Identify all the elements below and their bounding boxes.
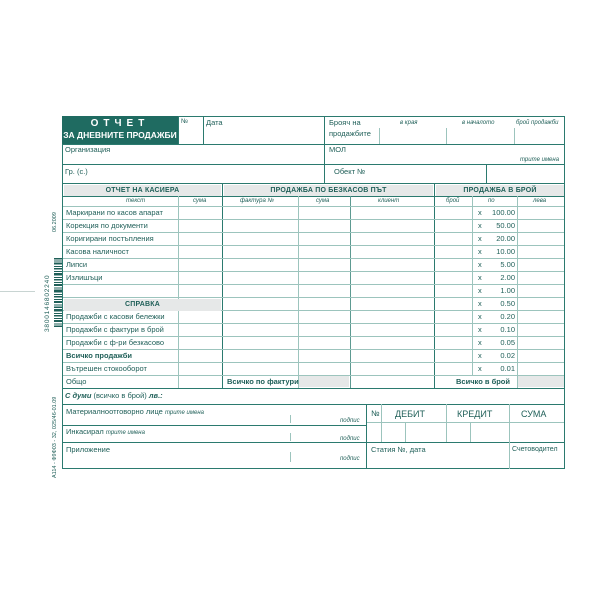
- title-line-2: ЗА ДНЕВНИТЕ ПРОДАЖБИ: [63, 130, 177, 140]
- total-sales-row-sum-field[interactable]: [179, 350, 221, 361]
- multiplier-sign: x: [478, 364, 482, 373]
- col-count: брой: [446, 198, 460, 204]
- reference-row-sum-field[interactable]: [179, 337, 221, 348]
- multiplier-sign: x: [478, 325, 482, 334]
- attachment-label: Приложение: [66, 445, 110, 454]
- denomination-count-field[interactable]: [435, 350, 471, 361]
- row-line: [63, 323, 564, 324]
- cashier-row-sum-field[interactable]: [179, 246, 221, 257]
- denomination-leva-field[interactable]: [518, 272, 564, 283]
- barcode: [50, 258, 62, 328]
- cashier-row: Маркирани по касов апарат: [66, 208, 163, 217]
- cashier-row: Излишъци: [66, 273, 103, 282]
- attachment-signature-label: подпис: [340, 456, 360, 462]
- multiplier-sign: x: [478, 286, 482, 295]
- multiplier-sign: x: [478, 312, 482, 321]
- form-title: [62, 116, 178, 144]
- row-line: [63, 219, 564, 220]
- counter-label-2: продажбите: [329, 129, 371, 138]
- row-line: [63, 284, 564, 285]
- cash-header: ПРОДАЖБА В БРОЙ: [436, 185, 564, 196]
- denomination-value: 100.00: [492, 208, 515, 217]
- cash-total-value[interactable]: [518, 376, 564, 387]
- denomination-value: 20.00: [496, 234, 515, 243]
- divider: [298, 196, 299, 388]
- multiplier-sign: x: [478, 338, 482, 347]
- attachment-field[interactable]: [63, 443, 365, 468]
- mol-field[interactable]: [325, 145, 564, 163]
- reference-row-sum-field[interactable]: [179, 324, 221, 335]
- cashier-row: Касова наличност: [66, 247, 129, 256]
- cashless-total-value[interactable]: [299, 376, 349, 387]
- date-label: Дата: [206, 118, 223, 127]
- city-field[interactable]: [63, 165, 323, 182]
- reference-row: Продажби с касови бележки: [66, 312, 165, 321]
- denomination-count-field[interactable]: [435, 311, 471, 322]
- multiplier-sign: x: [478, 221, 482, 230]
- denomination-count-field[interactable]: [435, 220, 471, 231]
- denomination-leva-field[interactable]: [518, 350, 564, 361]
- row-line: [63, 245, 564, 246]
- reference-row: Продажби с фактури в брой: [66, 325, 164, 334]
- counter-end-label: в края: [400, 120, 418, 126]
- date-field[interactable]: [204, 117, 323, 143]
- cashier-row: Корекция по документи: [66, 221, 148, 230]
- reference-row-sum-field[interactable]: [179, 311, 221, 322]
- cashier-row-sum-field[interactable]: [179, 259, 221, 270]
- cashier-row: Коригирани постъпления: [66, 234, 154, 243]
- denomination-value: 0.01: [500, 364, 515, 373]
- multiplier-sign: x: [478, 299, 482, 308]
- denomination-leva-field[interactable]: [518, 220, 564, 231]
- row-line: [63, 258, 564, 259]
- in-words-label: [65, 392, 163, 400]
- denomination-count-field[interactable]: [435, 285, 471, 296]
- in-words-middle: (всичко в брой): [93, 391, 147, 400]
- responsible-names-hint: трите имена: [164, 410, 204, 416]
- organization-label: Организация: [65, 145, 111, 154]
- barcode-graphic: [50, 258, 62, 328]
- multiplier-sign: x: [478, 247, 482, 256]
- multiplier-sign: x: [478, 234, 482, 243]
- cashier-row-sum-field[interactable]: [179, 272, 221, 283]
- denomination-value: 1.00: [500, 286, 515, 295]
- multiplier-sign: x: [478, 351, 482, 360]
- divider: [62, 196, 565, 197]
- barcode-number: 3800146802240: [44, 274, 51, 332]
- denomination-value: 0.10: [500, 325, 515, 334]
- cashier-report-header: ОТЧЕТ НА КАСИЕРА: [64, 185, 221, 196]
- date-code: 06.2009: [52, 212, 58, 232]
- grand-total-row: Общо: [66, 377, 87, 386]
- col-client: клиент: [378, 198, 400, 204]
- denomination-count-field[interactable]: [435, 324, 471, 335]
- in-words-field[interactable]: [170, 389, 564, 403]
- mol-label: МОЛ: [329, 145, 346, 154]
- cashier-row: Липси: [66, 260, 88, 269]
- denomination-count-field[interactable]: [435, 272, 471, 283]
- denomination-leva-field[interactable]: [518, 233, 564, 244]
- object-label: Обект №: [334, 167, 366, 176]
- row-line: [63, 336, 564, 337]
- row-line: [63, 349, 564, 350]
- denomination-count-field[interactable]: [435, 259, 471, 270]
- title-line-1: ОТЧЕТ: [90, 118, 150, 129]
- acc-credit-field[interactable]: [447, 423, 508, 441]
- denomination-leva-field[interactable]: [518, 363, 564, 374]
- denomination-leva-field[interactable]: [518, 259, 564, 270]
- denomination-count-field[interactable]: [435, 246, 471, 257]
- sales-count-label: брой продажби: [516, 120, 559, 126]
- product-code: A114 - Ф9Ф03 - 32, 025/46-01.09: [52, 396, 58, 478]
- denomination-leva-field[interactable]: [518, 285, 564, 296]
- object-field[interactable]: [325, 165, 485, 182]
- responsible-label-text: Материалноотговорно лице: [66, 407, 163, 416]
- denomination-leva-field[interactable]: [518, 324, 564, 335]
- col-leva: лева: [533, 198, 547, 204]
- responsible-signature-label: подпис: [340, 418, 360, 424]
- reference-row: Продажби с ф-ри безкасово: [66, 338, 165, 347]
- mol-three-names-hint: трите имена: [520, 157, 560, 163]
- city-label: Гр. (с.): [65, 167, 88, 176]
- denomination-value: 5.00: [500, 260, 515, 269]
- grand-total-row-sum-field[interactable]: [179, 376, 221, 387]
- row-line: [63, 206, 564, 207]
- denomination-leva-field[interactable]: [518, 311, 564, 322]
- denomination-count-field[interactable]: [435, 298, 471, 309]
- divider: [446, 128, 447, 144]
- acc-col-credit: КРЕДИТ: [457, 409, 493, 419]
- tear-guide-line: [0, 291, 35, 292]
- acc-sum-field[interactable]: [510, 423, 564, 441]
- divider: [509, 442, 510, 469]
- multiplier-sign: x: [478, 260, 482, 269]
- in-words-prefix: С думи: [65, 391, 92, 400]
- collector-label-text: Инкасирал: [66, 427, 104, 436]
- denomination-count-field[interactable]: [435, 363, 471, 374]
- col-invoice: фактура №: [240, 198, 274, 204]
- divider: [486, 164, 487, 183]
- responsible-field[interactable]: [63, 405, 365, 424]
- cashier-row-sum-field[interactable]: [179, 233, 221, 244]
- divider: [62, 183, 565, 184]
- col-sum: сума: [193, 198, 207, 204]
- acc-col-sum: СУМА: [521, 409, 547, 419]
- article-label: Статия №, дата: [371, 445, 426, 454]
- internal-turnover-row-sum-field[interactable]: [179, 363, 221, 374]
- total-sales-row: Всичко продажби: [66, 351, 132, 360]
- denomination-count-field[interactable]: [435, 207, 471, 218]
- denomination-value: 0.05: [500, 338, 515, 347]
- number-field[interactable]: [179, 117, 202, 143]
- acc-entry-no[interactable]: [367, 423, 380, 441]
- in-words-suffix: лв.:: [148, 391, 163, 400]
- cashier-row-sum-field[interactable]: [179, 220, 221, 231]
- denomination-count-field[interactable]: [435, 337, 471, 348]
- number-label: №: [181, 118, 188, 125]
- counter-label: Брояч на: [329, 118, 361, 127]
- divider: [222, 183, 223, 388]
- collector-field[interactable]: [63, 426, 365, 441]
- denomination-value: 10.00: [496, 247, 515, 256]
- denomination-leva-field[interactable]: [518, 298, 564, 309]
- collector-signature-label: подпис: [340, 436, 360, 442]
- denomination-leva-field[interactable]: [518, 246, 564, 257]
- cash-total-label: Всичко в брой: [456, 377, 510, 386]
- denomination-value: 50.00: [496, 221, 515, 230]
- col-text: текст: [126, 198, 146, 204]
- denomination-leva-field[interactable]: [518, 207, 564, 218]
- accountant-label: Счетоводител: [512, 446, 558, 453]
- denomination-leva-field[interactable]: [518, 337, 564, 348]
- row-line: [63, 232, 564, 233]
- divider: [514, 128, 515, 144]
- cashless-header: ПРОДАЖБА ПО БЕЗКАСОВ ПЪТ: [224, 185, 433, 196]
- multiplier-sign: x: [478, 208, 482, 217]
- internal-turnover-row: Вътрешен стокооборот: [66, 364, 147, 373]
- cashless-total-label: Всичко по фактури: [227, 377, 299, 386]
- organization-field[interactable]: [63, 145, 323, 163]
- row-line: [63, 297, 564, 298]
- divider: [350, 196, 351, 388]
- collector-names-hint: трите имена: [105, 430, 145, 436]
- counter-start-label: в началото: [462, 120, 495, 126]
- denomination-value: 0.50: [500, 299, 515, 308]
- denomination-value: 0.20: [500, 312, 515, 321]
- multiplier-sign: x: [478, 273, 482, 282]
- col-cashless-sum: сума: [316, 198, 330, 204]
- acc-col-debit: ДЕБИТ: [395, 409, 425, 419]
- acc-col-no: №: [371, 409, 380, 418]
- reference-header: СПРАВКА: [64, 299, 221, 311]
- row-line: [63, 271, 564, 272]
- denomination-value: 0.02: [500, 351, 515, 360]
- divider: [379, 128, 380, 144]
- col-per: по: [488, 198, 495, 204]
- cashier-row-sum-field[interactable]: [179, 207, 221, 218]
- denomination-count-field[interactable]: [435, 233, 471, 244]
- acc-debit-field[interactable]: [382, 423, 445, 441]
- row-line: [63, 362, 564, 363]
- denomination-value: 2.00: [500, 273, 515, 282]
